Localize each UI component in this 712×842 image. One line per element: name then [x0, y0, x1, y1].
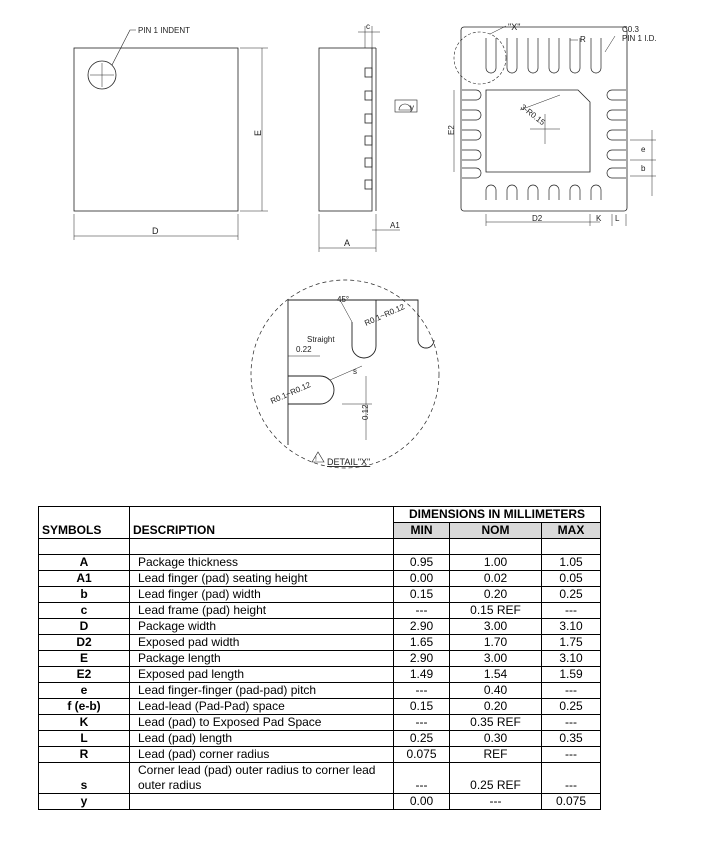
max-cell: 1.75 [542, 635, 601, 651]
max-cell: 3.10 [542, 651, 601, 667]
table-row [39, 555, 601, 571]
table-row [39, 731, 601, 747]
dimensions-table [38, 506, 601, 810]
dim-022-label: 0.22 [296, 345, 312, 354]
dim-c-label: c [366, 22, 370, 31]
symbol-cell: e [39, 683, 130, 699]
dim-e-label: E [253, 129, 263, 136]
table-row [39, 667, 601, 683]
description-header: DESCRIPTION [130, 523, 394, 539]
symbol-cell: c [39, 603, 130, 619]
min-cell: 2.90 [394, 619, 450, 635]
detail-x-ref-label: "X" [508, 22, 521, 32]
min-cell: 0.075 [394, 747, 450, 763]
nom-cell: 3.00 [450, 619, 542, 635]
dim-k-label: K [596, 214, 602, 223]
symbol-cell: D [39, 619, 130, 635]
nom-cell: 1.70 [450, 635, 542, 651]
min-cell: 0.15 [394, 587, 450, 603]
dim-d2-label: D2 [532, 214, 543, 223]
max-cell: 0.35 [542, 731, 601, 747]
max-cell: 3.10 [542, 619, 601, 635]
symbol-cell: y [39, 794, 130, 810]
max-header: MAX [542, 523, 601, 539]
table-row [39, 763, 601, 794]
nom-cell: 0.20 [450, 587, 542, 603]
symbol-cell: f (e-b) [39, 699, 130, 715]
min-cell: 1.49 [394, 667, 450, 683]
symbols-header: SYMBOLS [39, 523, 130, 539]
min-cell: 0.15 [394, 699, 450, 715]
max-cell: 1.59 [542, 667, 601, 683]
dim-y-label: y [410, 103, 414, 112]
dim-e2-label: E2 [447, 125, 456, 135]
description-cell: Lead (pad) corner radius [130, 747, 394, 763]
table-row [39, 619, 601, 635]
max-cell: --- [542, 715, 601, 731]
description-cell: Lead finger (pad) width [130, 587, 394, 603]
nom-cell: 0.15 REF [450, 603, 542, 619]
nom-cell: 0.40 [450, 683, 542, 699]
table-row [39, 699, 601, 715]
nom-cell: 1.00 [450, 555, 542, 571]
max-cell: 0.075 [542, 794, 601, 810]
min-cell: 1.65 [394, 635, 450, 651]
radius-r-label: R [580, 35, 586, 44]
dim-d-label: D [152, 226, 159, 236]
description-cell: Lead finger (pad) seating height [130, 571, 394, 587]
max-cell: 0.25 [542, 587, 601, 603]
dim-a-label: A [344, 238, 351, 248]
detail-x-circle [251, 280, 439, 468]
nom-cell: 0.25 REF [450, 763, 542, 794]
description-cell: Exposed pad length [130, 667, 394, 683]
description-cell: Lead-lead (Pad-Pad) space [130, 699, 394, 715]
table-row [39, 794, 601, 810]
description-cell: Package width [130, 619, 394, 635]
min-cell: --- [394, 683, 450, 699]
dimensions-header: DIMENSIONS IN MILLIMETERS [394, 507, 601, 523]
max-cell: --- [542, 683, 601, 699]
description-cell: Corner lead (pad) outer radius to corner lead outer radius [130, 763, 394, 794]
symbol-cell: L [39, 731, 130, 747]
detail-x-callout-circle [454, 32, 506, 84]
description-cell: Package length [130, 651, 394, 667]
angle-45-label: 45° [337, 295, 350, 304]
table-row [39, 651, 601, 667]
nom-cell: REF [450, 747, 542, 763]
dim-s-label: s [353, 367, 357, 376]
radius-top-label: R0.1~R0.12 [363, 302, 407, 328]
symbol-cell: E2 [39, 667, 130, 683]
table-row [39, 683, 601, 699]
max-cell: --- [542, 763, 601, 794]
nom-cell: 3.00 [450, 651, 542, 667]
chamfer-label: C0.3 [622, 25, 639, 34]
symbol-cell: A1 [39, 571, 130, 587]
description-cell: Lead (pad) to Exposed Pad Space [130, 715, 394, 731]
symbol-cell: s [39, 763, 130, 794]
svg-text:!: ! [315, 457, 317, 463]
min-cell: --- [394, 763, 450, 794]
radius-left-label: R0.1~R0.12 [269, 380, 313, 406]
table-row [39, 587, 601, 603]
min-header: MIN [394, 523, 450, 539]
nom-cell: 1.54 [450, 667, 542, 683]
nom-cell: --- [450, 794, 542, 810]
pin1-indent-label: PIN 1 INDENT [138, 26, 191, 35]
dim-b-label: b [641, 164, 646, 173]
min-cell: 0.25 [394, 731, 450, 747]
table-row [39, 603, 601, 619]
description-cell: Exposed pad width [130, 635, 394, 651]
side-view-body [319, 48, 372, 211]
description-cell: Package thickness [130, 555, 394, 571]
table-row [39, 715, 601, 731]
nom-header: NOM [450, 523, 542, 539]
min-cell: --- [394, 715, 450, 731]
exposed-pad [486, 90, 590, 172]
symbol-cell: K [39, 715, 130, 731]
top-view-body [74, 48, 238, 211]
symbol-cell: A [39, 555, 130, 571]
detail-x-caption: DETAIL"X" [327, 457, 371, 467]
nom-cell: 0.02 [450, 571, 542, 587]
symbol-cell: E [39, 651, 130, 667]
dim-e-pitch-label: e [641, 145, 646, 154]
nom-cell: 0.20 [450, 699, 542, 715]
pin1-id-label: PIN 1 I.D. [622, 34, 657, 43]
table-row [39, 635, 601, 651]
dim-l-label: L [615, 214, 620, 223]
description-cell: Lead frame (pad) height [130, 603, 394, 619]
min-cell: --- [394, 603, 450, 619]
nom-cell: 0.35 REF [450, 715, 542, 731]
max-cell: 1.05 [542, 555, 601, 571]
table-row [39, 747, 601, 763]
max-cell: 0.05 [542, 571, 601, 587]
min-cell: 0.95 [394, 555, 450, 571]
min-cell: 0.00 [394, 571, 450, 587]
dim-012-label: 0.12 [361, 404, 370, 420]
symbol-cell: R [39, 747, 130, 763]
description-cell [130, 794, 394, 810]
symbol-cell: b [39, 587, 130, 603]
max-cell: --- [542, 747, 601, 763]
dimensions-table-body [39, 555, 601, 810]
description-cell: Lead (pad) length [130, 731, 394, 747]
description-cell: Lead finger-finger (pad-pad) pitch [130, 683, 394, 699]
table-row [39, 571, 601, 587]
nom-cell: 0.30 [450, 731, 542, 747]
straight-label: Straight [307, 335, 335, 344]
min-cell: 2.90 [394, 651, 450, 667]
min-cell: 0.00 [394, 794, 450, 810]
radius-015-label: 3-R0.15 [518, 102, 547, 128]
max-cell: --- [542, 603, 601, 619]
max-cell: 0.25 [542, 699, 601, 715]
symbol-cell: D2 [39, 635, 130, 651]
dim-a1-label: A1 [390, 221, 400, 230]
